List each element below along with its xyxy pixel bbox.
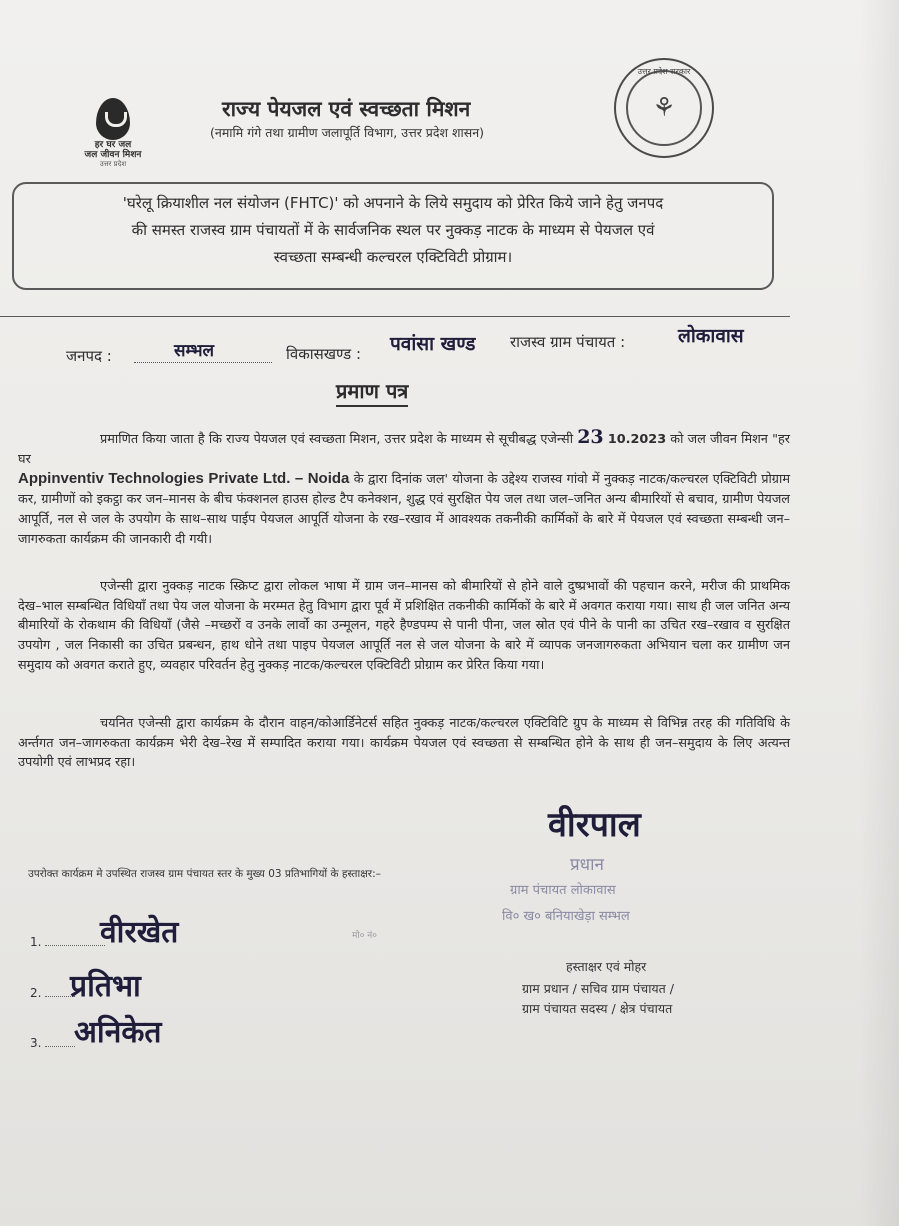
certificate-paragraph-1 bbox=[18, 428, 790, 549]
attendee-number: 3. bbox=[30, 1036, 42, 1050]
stamp-line-1: प्रधान bbox=[570, 855, 604, 875]
para1-before-date: प्रमाणित किया जाता है कि राज्य पेयजल एवं स्वच्छता मिशन, उत्तर प्रदेश के माध्यम से सूचीबद्ध एजेन्सी bbox=[100, 432, 574, 447]
sign-and-seal-label: हस्ताक्षर एवं मोहर bbox=[566, 959, 647, 974]
program-line-3: स्वच्छता सम्बन्धी कल्चरल एक्टिविटी प्रोग्राम। bbox=[273, 248, 513, 266]
page-subtitle: (नमामि गंगे तथा ग्रामीण जलापूर्ति विभाग, उत्तर प्रदेश शासन) bbox=[210, 125, 485, 140]
company-name: Appinventiv Technologies Private Ltd. – Noida bbox=[18, 470, 350, 488]
panchayat-value: लोकावास bbox=[678, 325, 744, 347]
panchayat-label: राजस्व ग्राम पंचायत : bbox=[510, 333, 626, 351]
attendee-signature-2: प्रतिभा bbox=[70, 969, 141, 1004]
logo-line1: हर घर जल bbox=[94, 140, 132, 150]
certificate-paragraph-3 bbox=[18, 714, 790, 773]
stamp-line-3: वि० ख० बनियाखेड़ा सम्भल bbox=[502, 909, 630, 924]
date-rest: 10.2023 bbox=[607, 432, 667, 447]
stamp-line-2: ग्राम पंचायत लोकावास bbox=[510, 883, 616, 898]
block-label: विकासखण्ड : bbox=[286, 345, 362, 363]
program-line-2: की समस्त राजस्व ग्राम पंचायतों में के सार्वजनिक स्थल पर नुक्कड़ नाटक के माध्यम से पेयजल एवं bbox=[131, 221, 655, 239]
location-fields bbox=[66, 325, 806, 365]
certificate-heading: प्रमाण पत्र bbox=[336, 377, 408, 407]
divider bbox=[0, 316, 790, 317]
district-label: जनपद : bbox=[66, 347, 112, 365]
state-seal bbox=[614, 58, 714, 158]
program-description-box bbox=[12, 182, 774, 290]
attendee-row bbox=[30, 935, 105, 949]
logo-line3: उत्तर प्रदेश bbox=[99, 160, 127, 168]
date-day: 23 bbox=[577, 426, 604, 448]
certificate-paragraph-2 bbox=[18, 577, 790, 676]
attendee-signature-1: वीरखेत bbox=[100, 915, 179, 950]
attendee-line bbox=[45, 945, 105, 946]
attendee-number: 2. bbox=[30, 986, 42, 1000]
attendee-signature-3: अनिकेत bbox=[74, 1015, 162, 1050]
emblem-icon: ⚘ bbox=[626, 70, 702, 146]
seal-text: उत्तर प्रदेश सरकार bbox=[637, 67, 691, 76]
attendees-intro: उपरोक्त कार्यक्रम मे उपस्थित राजस्व ग्राम पंचायत स्तर के मुख्य 03 प्रतिभागियों के हस्ताक्षर:– bbox=[28, 868, 381, 880]
logo-line2: जल जीवन मिशन bbox=[84, 150, 142, 160]
page-title: राज्य पेयजल एवं स्वच्छता मिशन bbox=[222, 97, 471, 121]
mobile-label: मो० नं० bbox=[352, 931, 377, 941]
para1-body: के द्वारा दिनांक जल' योजना के उद्देश्य राजस्व गांवो में नुक्कड़ नाटक/कल्चरल एक्टिविटी प्रोग्राम कर, ग्रामीणों को इकट्ठा कर जन–मानस के बीच फंक्शनल हाउस होल्ड टैप कनेक्शन, शुद्ध एवं सुरक्षित पेय जल तथा जल–जनित अन्य बीमारियों से बचाव, ग्रामीण पेयजल आपूर्ति, नल से जल के उपयोग के साथ–साथ पाईप पेयजल आपूर्ति योजना के रख–रखाव में आवश्यक तकनीकी कार्मिकों के बारे में पेयजल एवं स्वच्छता सम्बन्धी जन–जागरुकता कार्यक्रम की जानकारी दी गयी। bbox=[18, 472, 790, 547]
district-value: सम्भल bbox=[174, 341, 215, 361]
para2-text: एजेन्सी द्वारा नुक्कड़ नाटक स्क्रिप्ट द्वारा लोकल भाषा में ग्राम जन–मानस को बीमारियों से होने वाले दुष्प्रभावों की पहचान करने, मरीज की प्राथमिक देख–भाल सम्बन्धित विधियाँ तथा पेय जल योजना के मरम्मत हेतु विभाग द्वारा पूर्व में प्रशिक्षित तकनीकी कार्मिकों के बारे में अवगत कराया गया। साथ ही जल जनित अन्य बीमारियों के रोकथाम की विधियाँ (जैसे –मच्छरों व उनके लार्वो का उन्मूलन, गहरे हैण्डपम्प से पानी पीना, जल स्रोत एवं पीने के पानी का उचित रख–रखाव व सुरक्षित उपयोग , जल निकासी का उचित प्रबन्धन, हाथ धोने तथा पाइप पेयजल आपूर्ति नल से जल योजना के बारे में व्यापक जनजागरुकता अभियान चला कर ग्रामीण जन समुदाय को अवगत कराते हुए, व्यवहार परिवर्तन हेतु नुक्कड़ नाटक/कल्चरल एक्टिविटी प्रोग्राम कर प्रेरित किया गया। bbox=[18, 579, 790, 673]
block-value: पवांसा खण्ड bbox=[390, 333, 476, 355]
pradhan-signature: वीरपाल bbox=[548, 805, 641, 845]
attendee-line bbox=[45, 1046, 75, 1047]
para3-text: चयनित एजेन्सी द्वारा कार्यक्रम के दौरान वाहन/कोआर्डिनेटर्स सहित नुक्कड़ नाटक/कल्चरल एक्टिविटि ग्रुप के माध्यम से विभिन्न तरह की गतिविधि के अर्न्तगत जन–जागरुकता कार्यक्रम भेरी देख–रेख में सम्पादित कराया गया। कार्यक्रम पेयजल एवं स्वच्छता से सम्बन्धित होने के साथ ही जन–समुदाय के लिए अत्यन्त उपयोगी एवं लाभप्रद रहा। bbox=[18, 716, 790, 771]
program-line-1: 'घरेलू क्रियाशील नल संयोजन (FHTC)' को अपनाने के लिये समुदाय को प्रेरित किये जाने हेतु जनपद bbox=[122, 194, 664, 212]
attendee-row bbox=[30, 986, 75, 1000]
para1-after-date: को जल जीवन मिशन "हर घर bbox=[18, 432, 790, 467]
attendee-row bbox=[30, 1036, 75, 1050]
page-shadow bbox=[859, 0, 899, 1226]
sign-role-1: ग्राम प्रधान / सचिव ग्राम पंचायत / bbox=[522, 981, 674, 996]
sign-role-2: ग्राम पंचायत सदस्य / क्षेत्र पंचायत bbox=[522, 1001, 673, 1016]
water-drop-icon bbox=[96, 98, 130, 140]
attendee-number: 1. bbox=[30, 935, 42, 949]
jal-jeevan-mission-logo bbox=[78, 98, 148, 188]
district-field bbox=[134, 336, 272, 363]
